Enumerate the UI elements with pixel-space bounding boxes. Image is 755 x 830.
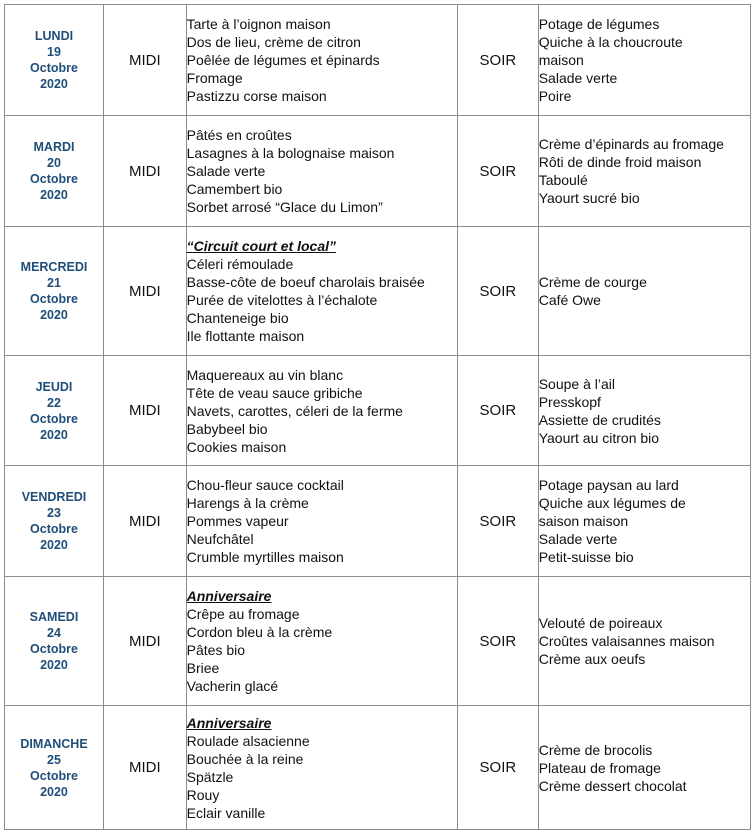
soir-dish: Yaourt au citron bio xyxy=(538,429,660,446)
midi-dish: Camembert bio xyxy=(186,181,283,197)
soir-dish: Quiche aux légumes de xyxy=(538,495,686,511)
soir-menu xyxy=(538,577,750,706)
soir-dish: Petit-suisse bio xyxy=(538,549,634,565)
soir-dish: Crème d’épinards au fromage xyxy=(538,136,724,152)
midi-menu xyxy=(186,356,457,466)
midi-special-title: Anniversaire xyxy=(186,714,272,731)
soir-dish: Soupe à l’ail xyxy=(538,375,615,392)
soir-dish: Café Owe xyxy=(538,292,601,308)
midi-dish: Spätzle xyxy=(186,768,234,785)
midi-dish: Tarte à l’oignon maison xyxy=(186,16,331,32)
day-cell xyxy=(5,706,104,830)
midi-dish: Neufchâtel xyxy=(186,531,254,547)
soir-dish: Yaourt sucré bio xyxy=(538,190,640,206)
day-month: Octobre xyxy=(30,172,78,186)
day-cell xyxy=(5,356,104,466)
midi-dish: Tête de veau sauce gribiche xyxy=(186,384,363,401)
midi-label: MIDI xyxy=(103,116,186,227)
midi-dish: Navets, carottes, céleri de la ferme xyxy=(186,402,403,419)
soir-dish: Presskopf xyxy=(538,393,601,410)
day-cell xyxy=(5,5,104,116)
midi-menu xyxy=(186,466,457,577)
day-name: JEUDI xyxy=(35,379,73,394)
day-month: Octobre xyxy=(30,61,78,75)
midi-dish: Sorbet arrosé “Glace du Limon” xyxy=(186,199,383,215)
day-date: 20 xyxy=(47,156,61,170)
midi-dish: Roulade alsacienne xyxy=(186,732,310,749)
midi-menu xyxy=(186,227,457,356)
midi-label: MIDI xyxy=(103,466,186,577)
soir-dish: Taboulé xyxy=(538,172,588,188)
day-year: 2020 xyxy=(40,308,68,322)
day-date: 19 xyxy=(47,45,61,59)
midi-dish: Pâtés en croûtes xyxy=(186,127,292,143)
day-date: 23 xyxy=(47,506,61,520)
soir-dish: Salade verte xyxy=(538,70,618,86)
day-date: 22 xyxy=(47,395,61,410)
midi-dish: Pastizzu corse maison xyxy=(186,88,327,104)
day-year: 2020 xyxy=(40,427,68,442)
midi-label: MIDI xyxy=(103,356,186,466)
midi-dish: Basse-côte de boeuf charolais braisée xyxy=(186,274,425,290)
day-month: Octobre xyxy=(30,292,78,306)
midi-dish: Crêpe au fromage xyxy=(186,606,300,622)
midi-dish: Dos de lieu, crème de citron xyxy=(186,34,361,50)
day-year: 2020 xyxy=(40,188,68,202)
day-row-mercredi xyxy=(5,227,751,356)
soir-label: SOIR xyxy=(458,577,539,706)
day-name: SAMEDI xyxy=(29,610,79,624)
day-row-vendredi xyxy=(5,466,751,577)
midi-dish: Salade verte xyxy=(186,163,266,179)
midi-menu xyxy=(186,706,457,830)
day-name: MARDI xyxy=(33,140,75,154)
soir-menu xyxy=(538,706,750,830)
day-row-samedi xyxy=(5,577,751,706)
day-row-lundi xyxy=(5,5,751,116)
soir-dish: Poire xyxy=(538,88,572,104)
soir-dish: maison xyxy=(538,52,584,68)
soir-label: SOIR xyxy=(458,706,539,830)
day-year: 2020 xyxy=(40,658,68,672)
midi-menu xyxy=(186,116,457,227)
soir-dish: Crème aux oeufs xyxy=(538,651,646,667)
midi-dish: Vacherin glacé xyxy=(186,678,279,694)
midi-dish: Maquereaux au vin blanc xyxy=(186,366,344,383)
midi-dish: Purée de vitelottes à l’échalote xyxy=(186,292,378,308)
weekly-menu-table xyxy=(4,4,751,830)
day-name: VENDREDI xyxy=(21,490,87,504)
soir-label: SOIR xyxy=(458,5,539,116)
midi-dish: Babybeel bio xyxy=(186,420,268,437)
midi-dish: Chanteneige bio xyxy=(186,310,289,326)
day-cell xyxy=(5,227,104,356)
midi-dish: Chou-fleur sauce cocktail xyxy=(186,477,344,493)
midi-label: MIDI xyxy=(103,5,186,116)
soir-label: SOIR xyxy=(458,356,539,466)
midi-dish: Bouchée à la reine xyxy=(186,750,304,767)
day-date: 21 xyxy=(47,276,61,290)
soir-menu xyxy=(538,116,750,227)
soir-menu xyxy=(538,356,750,466)
midi-dish: Crumble myrtilles maison xyxy=(186,549,344,565)
midi-label: MIDI xyxy=(103,706,186,830)
day-cell xyxy=(5,466,104,577)
day-month: Octobre xyxy=(30,411,78,426)
midi-menu xyxy=(186,5,457,116)
soir-dish: Crème dessert chocolat xyxy=(538,777,687,794)
soir-label: SOIR xyxy=(458,116,539,227)
midi-dish: Harengs à la crème xyxy=(186,495,309,511)
midi-dish: Pommes vapeur xyxy=(186,513,289,529)
midi-dish: Céleri rémoulade xyxy=(186,256,294,272)
soir-dish: saison maison xyxy=(538,513,629,529)
midi-dish: Cookies maison xyxy=(186,438,287,455)
day-year: 2020 xyxy=(40,538,68,552)
day-row-mardi xyxy=(5,116,751,227)
soir-dish: Crème de brocolis xyxy=(538,741,653,758)
day-month: Octobre xyxy=(30,642,78,656)
menu-table-body xyxy=(5,5,751,830)
day-date: 24 xyxy=(47,626,61,640)
midi-dish: Fromage xyxy=(186,70,243,86)
soir-dish: Rôti de dinde froid maison xyxy=(538,154,702,170)
soir-menu xyxy=(538,227,750,356)
soir-dish: Potage paysan au lard xyxy=(538,477,679,493)
day-name: LUNDI xyxy=(34,29,74,43)
day-cell xyxy=(5,577,104,706)
midi-dish: Rouy xyxy=(186,786,220,803)
midi-dish: Poêlée de légumes et épinards xyxy=(186,52,380,68)
midi-dish: Eclair vanille xyxy=(186,804,266,821)
midi-label: MIDI xyxy=(103,227,186,356)
soir-label: SOIR xyxy=(458,227,539,356)
midi-dish: Pâtes bio xyxy=(186,642,246,658)
midi-menu xyxy=(186,577,457,706)
midi-dish: Lasagnes à la bolognaise maison xyxy=(186,145,395,161)
soir-dish: Croûtes valaisannes maison xyxy=(538,633,715,649)
soir-dish: Plateau de fromage xyxy=(538,759,661,776)
day-month: Octobre xyxy=(30,768,78,783)
day-date: 25 xyxy=(47,752,61,767)
soir-dish: Quiche à la choucroute xyxy=(538,34,683,50)
soir-dish: Velouté de poireaux xyxy=(538,615,663,631)
day-year: 2020 xyxy=(40,784,68,799)
soir-dish: Potage de légumes xyxy=(538,16,660,32)
day-cell xyxy=(5,116,104,227)
soir-menu xyxy=(538,5,750,116)
midi-special-title: Anniversaire xyxy=(186,588,272,604)
day-month: Octobre xyxy=(30,522,78,536)
day-name: MERCREDI xyxy=(20,260,88,274)
day-name: DIMANCHE xyxy=(20,736,88,751)
midi-label: MIDI xyxy=(103,577,186,706)
soir-label: SOIR xyxy=(458,466,539,577)
midi-dish: Ile flottante maison xyxy=(186,328,305,344)
midi-dish: Cordon bleu à la crème xyxy=(186,624,333,640)
soir-menu xyxy=(538,466,750,577)
midi-dish: Briee xyxy=(186,660,220,676)
day-year: 2020 xyxy=(40,77,68,91)
day-row-dimanche xyxy=(5,706,751,830)
soir-dish: Assiette de crudités xyxy=(538,411,661,428)
soir-dish: Salade verte xyxy=(538,531,618,547)
soir-dish: Crème de courge xyxy=(538,274,647,290)
midi-special-title: “Circuit court et local” xyxy=(186,238,336,254)
day-row-jeudi xyxy=(5,356,751,466)
